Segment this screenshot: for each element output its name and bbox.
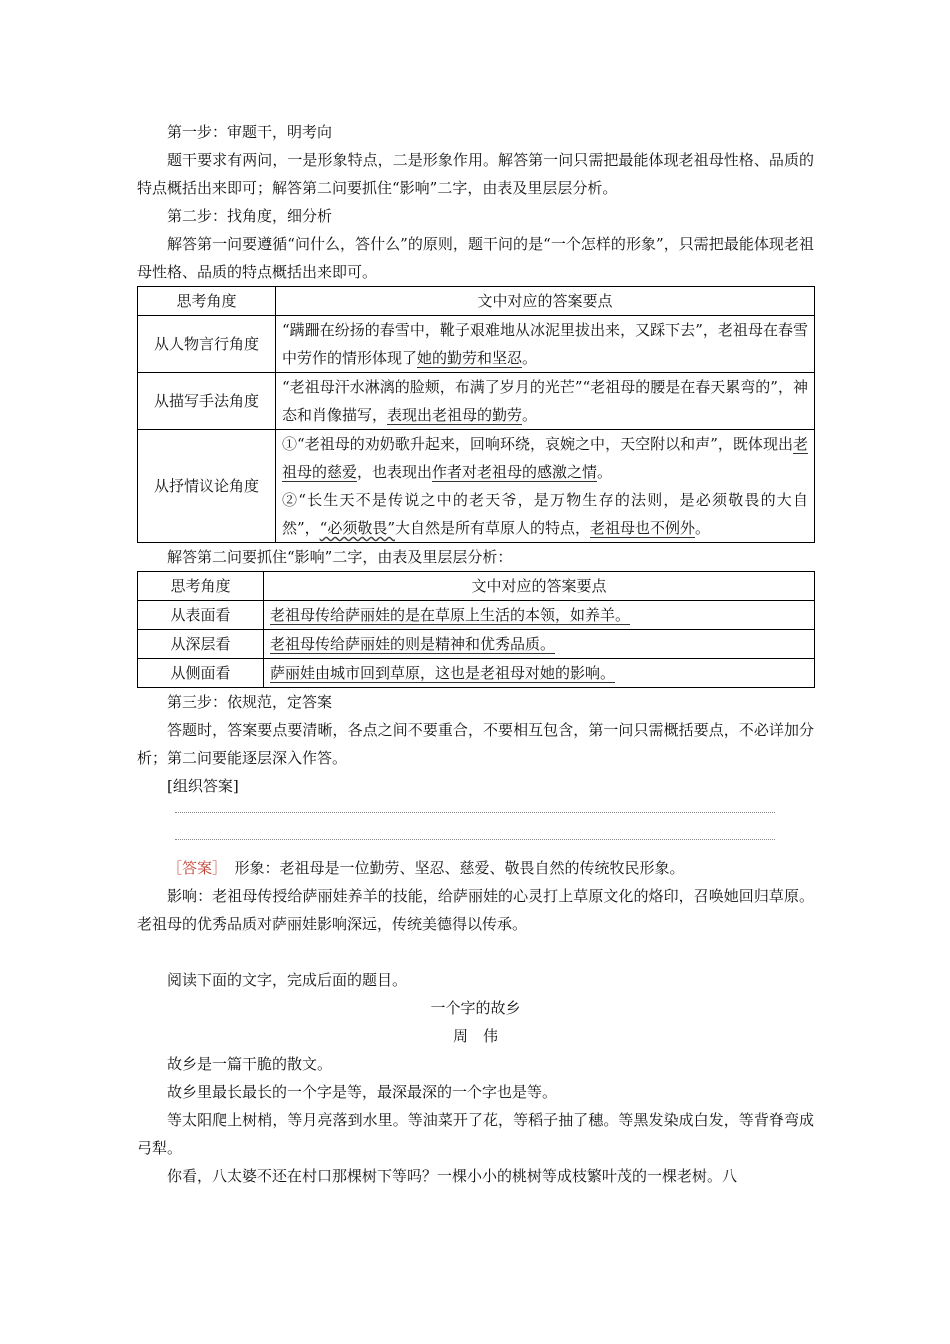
angle-cell: 从人物言行角度 [138,316,276,373]
answer-key-point: 表现出老祖母的勤劳 [387,406,523,424]
step1-title: 第一步：审题干，明考向 [167,123,333,141]
table-row [138,373,815,430]
answer-blank-line-1 [175,800,775,813]
answer-cell [276,316,815,373]
answer-paragraph-1 [137,854,814,882]
answer-paragraph-2: 影响：老祖母传授给萨丽娃养羊的技能，给萨丽娃的心灵打上草原文化的烙印，召唤她回归草原。老祖母的优秀品质对萨丽娃影响深远，传统美德得以传承。 [137,887,814,933]
header-angle: 思考角度 [138,287,276,316]
table-header-row [138,572,815,601]
answer-cell [264,659,815,688]
answer-cell [264,630,815,659]
angle-cell: 从深层看 [138,630,264,659]
table-row [138,601,815,630]
article-paragraph: 你看，八太婆不还在村口那棵树下等吗？一棵小小的桃树等成枝繁叶茂的一棵老树。八 [167,1167,738,1185]
table-row [138,316,815,373]
answer-text: 。 [597,463,613,481]
angle-cell: 从抒情议论角度 [138,430,276,543]
answer-point-1 [282,430,808,486]
answer-key-point: 作者对老祖母的感激之情 [432,463,598,481]
header-angle: 思考角度 [138,572,264,601]
article-paragraph: 故乡里最长最长的一个字是等，最深最深的一个字也是等。 [167,1083,558,1101]
analysis-table-2 [137,571,815,688]
reading-instruction: 阅读下面的文字，完成后面的题目。 [167,971,408,989]
organize-answer-label: [组织答案] [167,777,239,795]
angle-cell: 从表面看 [138,601,264,630]
analysis-table-1 [137,286,815,543]
article-paragraph: 故乡是一篇干脆的散文。 [167,1055,333,1073]
answer-point-2 [282,486,808,542]
answer-cell [276,373,815,430]
table-row [138,659,815,688]
answer-text: 形象：老祖母是一位勤劳、坚忍、慈爱、敬畏自然的传统牧民形象。 [234,859,685,877]
article-author: 周 伟 [452,1027,498,1045]
answer-text: 。 [522,349,538,367]
step3-text: 答题时，答案要点要清晰，各点之间不要重合，不要相互包含，第一问只需概括要点，不必详加分析；第二问要能逐层深入作答。 [137,721,814,767]
article-title: 一个字的故乡 [430,999,521,1017]
answer-text: 。 [522,406,538,424]
table-row [138,430,815,543]
header-points: 文中对应的答案要点 [276,287,815,316]
table-header-row [138,287,815,316]
answer-key-point: 她的勤劳和坚忍 [417,349,523,367]
answer-key-point: 老祖母传给萨丽娃的是在草原上生活的本领，如养羊。 [270,606,631,624]
answer-cell [264,601,815,630]
table-row [138,630,815,659]
answer-cell [276,430,815,543]
mid-text: 解答第二问要抓住“影响”二字，由表及里层层分析： [167,548,513,566]
answer-blank-line-2 [175,827,775,840]
header-points: 文中对应的答案要点 [264,572,815,601]
answer-text: ①“老祖母的劝奶歌升起来，回响环绕，哀婉之中，天空附以和声”，既体现出 [282,435,793,453]
answer-text: “老祖母汗水淋漓的脸颊，布满了岁月的光芒”“老祖母的腰是在春天累弯的”，神态和肖像描写， [282,378,808,424]
step1-text: 题干要求有两问，一是形象特点，二是形象作用。解答第一问只需把最能体现老祖母性格、品质的特点概括出来即可；解答第二问要抓住“影响”二字，由表及里层层分析。 [137,151,814,197]
answer-text: ，也表现出 [357,463,433,481]
answer-key-point: 老祖母也不例外 [590,519,696,537]
spacer [137,938,814,966]
answer-label: ［答案］ [167,859,220,877]
step2-text: 解答第一问要遵循“问什么，答什么”的原则，题干问的是“一个怎样的形象”，只需把最能体现老祖母性格、品质的特点概括出来即可。 [137,235,814,281]
angle-cell: 从侧面看 [138,659,264,688]
answer-text: 大自然是所有草原人的特点， [395,519,591,537]
answer-text: “蹒跚在纷扬的春雪中，靴子艰难地从冰泥里拔出来，又踩下去”，老祖母在春雪中劳作的情形体现了 [282,321,808,367]
answer-emphasis: “必须敬畏” [319,519,396,537]
answer-text: 。 [695,519,711,537]
answer-key-point: 老祖母的慈爱 [282,435,808,481]
article-paragraph: 等太阳爬上树梢，等月亮落到水里。等油菜开了花，等稻子抽了穗。等黑发染成白发，等背脊弯成弓犁。 [137,1111,814,1157]
answer-key-point: 萨丽娃由城市回到草原，这也是老祖母对她的影响。 [270,664,616,682]
answer-key-point: 老祖母传给萨丽娃的则是精神和优秀品质。 [270,635,556,653]
answer-text: ②“长生天不是传说之中的老天爷，是万物生存的法则，是必须敬畏的大自然”， [282,491,808,537]
step3-title: 第三步：依规范，定答案 [167,693,333,711]
angle-cell: 从描写手法角度 [138,373,276,430]
document-page [137,118,814,1190]
step2-title: 第二步：找角度，细分析 [167,207,333,225]
